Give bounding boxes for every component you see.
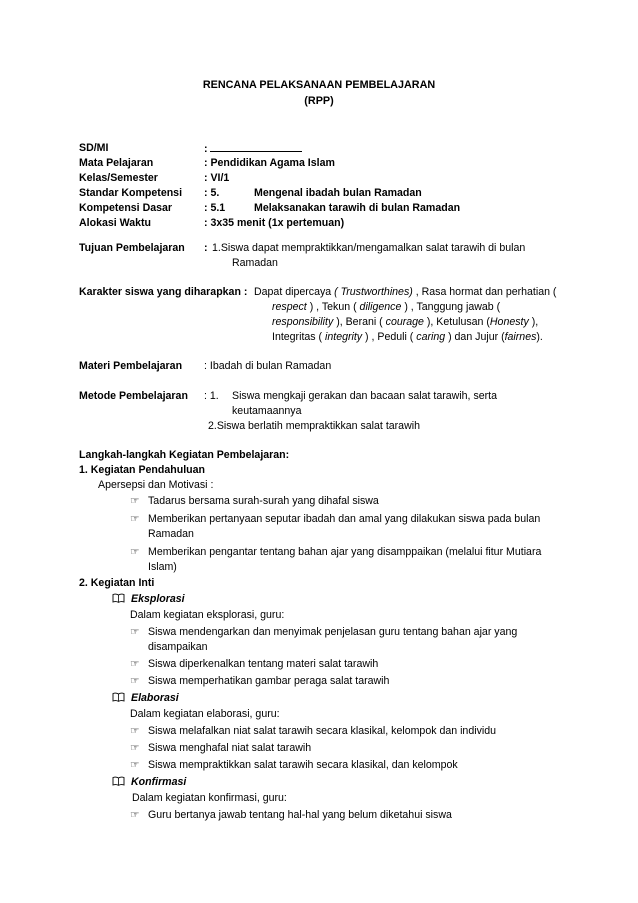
metode-label: Metode Pembelajaran xyxy=(79,390,188,402)
list-item-text: Tadarus bersama surah-surah yang dihafal siswa xyxy=(148,495,379,507)
pointing-hand-icon: ☞ xyxy=(130,658,140,670)
karakter-term: fairnes xyxy=(504,331,537,343)
list-item-text: Siswa diperkenalkan tentang materi salat tarawih xyxy=(148,658,379,670)
karakter-term: respect xyxy=(272,301,307,313)
metode-line-1b: keutamaannya xyxy=(232,405,302,417)
karakter-text: Dapat dipercaya xyxy=(254,286,335,298)
karakter-text: ), xyxy=(528,316,539,328)
karakter-text: ). xyxy=(536,331,543,343)
karakter-term: courage xyxy=(385,316,424,328)
karakter-line-1 xyxy=(254,285,556,300)
konfirmasi-title: Konfirmasi xyxy=(131,776,187,788)
list-item-text: Siswa menghafal niat salat tarawih xyxy=(148,742,312,754)
karakter-term: integrity xyxy=(325,331,363,343)
open-book-icon xyxy=(112,776,126,786)
sk-text: Mengenal ibadah bulan Ramadan xyxy=(254,187,422,199)
sdmi-blank-line xyxy=(210,141,302,152)
inti-heading: 2. Kegiatan Inti xyxy=(79,577,155,589)
karakter-term: Honesty xyxy=(489,316,529,328)
pointing-hand-icon: ☞ xyxy=(130,495,140,507)
pointing-hand-icon: ☞ xyxy=(130,513,140,525)
kd-number: : 5.1 xyxy=(204,202,226,214)
list-item xyxy=(130,545,541,560)
eksplorasi-heading xyxy=(112,592,185,607)
list-item-text: Memberikan pertanyaan seputar ibadah dan amal yang dilakukan siswa pada bulan xyxy=(148,513,541,525)
list-item-continuation: Islam) xyxy=(148,561,177,573)
karakter-text: ) , Tekun ( xyxy=(306,301,360,313)
kelas-value: : VI/1 xyxy=(204,172,230,184)
list-item xyxy=(130,512,540,527)
karakter-line-3 xyxy=(272,315,538,330)
list-item xyxy=(130,808,452,823)
document-title: RENCANA PELAKSANAAN PEMBELAJARAN xyxy=(202,79,436,91)
list-item-continuation: Ramadan xyxy=(148,528,194,540)
list-item-text: Siswa mendengarkan dan menyimak penjelasan guru tentang bahan ajar yang xyxy=(148,626,518,638)
konfirmasi-intro: Dalam kegiatan konfirmasi, guru: xyxy=(132,792,287,804)
apersepsi-label: Apersepsi dan Motivasi : xyxy=(98,479,214,491)
karakter-line-2 xyxy=(272,300,500,315)
list-item-text: Guru bertanya jawab tentang hal-hal yang belum diketahui siswa xyxy=(148,809,452,821)
pointing-hand-icon: ☞ xyxy=(130,546,140,558)
pointing-hand-icon: ☞ xyxy=(130,725,140,737)
list-item xyxy=(130,657,378,672)
konfirmasi-heading xyxy=(112,775,186,790)
pointing-hand-icon: ☞ xyxy=(130,742,140,754)
kd-text: Melaksanakan tarawih di bulan Ramadan xyxy=(254,202,461,214)
list-item-text: Memberikan pengantar tentang bahan ajar yang disamppaikan (melalui fitur Mutiara xyxy=(148,546,542,558)
tujuan-label: Tujuan Pembelajaran xyxy=(79,242,185,254)
elaborasi-intro: Dalam kegiatan elaborasi, guru: xyxy=(130,708,280,720)
tujuan-line-2: Ramadan xyxy=(232,257,278,269)
sk-label: Standar Kompetensi xyxy=(79,187,183,199)
sdmi-label: SD/MI xyxy=(79,142,109,154)
list-item xyxy=(130,758,458,773)
list-item xyxy=(130,494,379,509)
tujuan-line-1: 1.Siswa dapat mempraktikkan/mengamalkan salat tarawih di bulan xyxy=(212,242,526,254)
list-item xyxy=(130,741,311,756)
list-item xyxy=(130,625,517,640)
document-subtitle: (RPP) xyxy=(304,95,334,107)
list-item xyxy=(130,724,496,739)
kelas-label: Kelas/Semester xyxy=(79,172,158,184)
sk-number: : 5. xyxy=(204,187,220,199)
sdmi-value xyxy=(204,141,302,157)
karakter-label: Karakter siswa yang diharapkan : xyxy=(79,286,248,298)
open-book-icon xyxy=(112,593,126,603)
karakter-text: , Rasa hormat dan perhatian ( xyxy=(412,286,557,298)
pointing-hand-icon: ☞ xyxy=(130,675,140,687)
karakter-term: responsibility xyxy=(272,316,334,328)
list-item-continuation: disampaikan xyxy=(148,641,208,653)
karakter-term: ( Trustworthines) xyxy=(334,286,413,298)
metode-line-1: Siswa mengkaji gerakan dan bacaan salat tarawih, serta xyxy=(232,390,497,402)
pointing-hand-icon: ☞ xyxy=(130,626,140,638)
pointing-hand-icon: ☞ xyxy=(130,759,140,771)
karakter-text: ) dan Jujur ( xyxy=(445,331,505,343)
sdmi-colon: : xyxy=(204,143,208,155)
kd-label: Kompetensi Dasar xyxy=(79,202,173,214)
pendahuluan-heading: 1. Kegiatan Pendahuluan xyxy=(79,464,205,476)
materi-label: Materi Pembelajaran xyxy=(79,360,183,372)
open-book-icon xyxy=(112,692,126,702)
mapel-label: Mata Pelajaran xyxy=(79,157,154,169)
list-item-text: Siswa memperhatikan gambar peraga salat tarawih xyxy=(148,675,390,687)
karakter-text: Integritas ( xyxy=(272,331,325,343)
karakter-term: diligence xyxy=(359,301,402,313)
mapel-value: : Pendidikan Agama Islam xyxy=(204,157,335,169)
langkah-heading: Langkah-langkah Kegiatan Pembelajaran: xyxy=(79,449,290,461)
metode-number-1: : 1. xyxy=(204,390,219,402)
waktu-value: : 3x35 menit (1x pertemuan) xyxy=(204,217,345,229)
karakter-line-4 xyxy=(272,330,543,345)
pointing-hand-icon: ☞ xyxy=(130,809,140,821)
elaborasi-heading xyxy=(112,691,179,706)
karakter-text: ), Ketulusan ( xyxy=(423,316,490,328)
waktu-label: Alokasi Waktu xyxy=(79,217,152,229)
karakter-text: ), Berani ( xyxy=(333,316,386,328)
list-item xyxy=(130,674,389,689)
karakter-text: ) , Peduli ( xyxy=(362,331,417,343)
karakter-term: caring xyxy=(416,331,446,343)
eksplorasi-title: Eksplorasi xyxy=(131,593,185,605)
karakter-text: ) , Tanggung jawab ( xyxy=(401,301,501,313)
tujuan-colon: : xyxy=(204,242,208,254)
list-item-text: Siswa mempraktikkan salat tarawih secara klasikal, dan kelompok xyxy=(148,759,458,771)
eksplorasi-intro: Dalam kegiatan eksplorasi, guru: xyxy=(130,609,285,621)
list-item-text: Siswa melafalkan niat salat tarawih secara klasikal, kelompok dan individu xyxy=(148,725,497,737)
materi-value: : Ibadah di bulan Ramadan xyxy=(204,360,332,372)
metode-line-2: 2.Siswa berlatih mempraktikkan salat tarawih xyxy=(208,420,420,432)
elaborasi-title: Elaborasi xyxy=(131,692,179,704)
